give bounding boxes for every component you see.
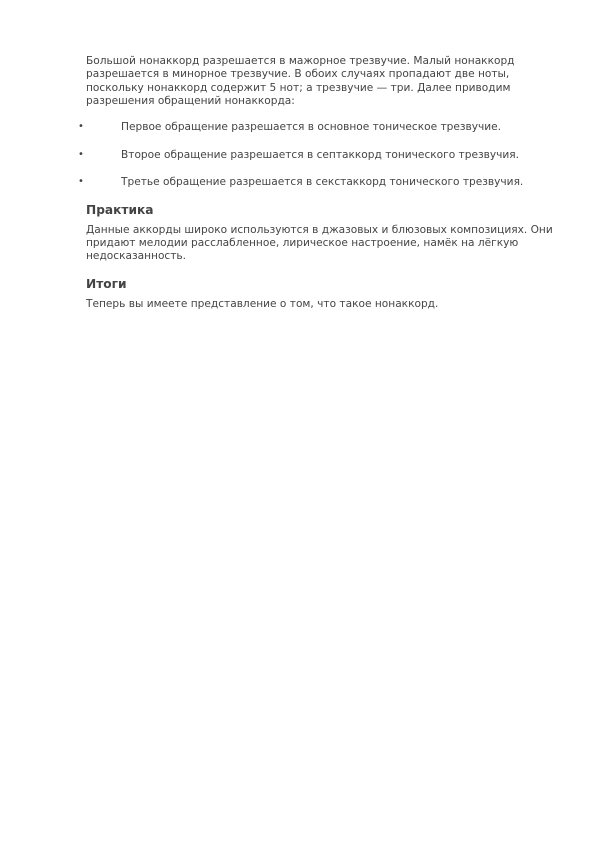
resolution-list — [78, 119, 556, 191]
list-item — [78, 174, 556, 191]
list-item — [78, 119, 556, 136]
bullet-icon: • — [78, 176, 84, 188]
bullet-icon: • — [78, 121, 84, 133]
list-item-text: Третье обращение разрешается в секстаккорд тонического трезвучия. — [121, 176, 524, 189]
intro-paragraph: Большой нонаккорд разрешается в мажорное трезвучие. Малый нонаккорд разрешается в минорное трезвучие. В обоих случаях пропадают две ноты, поскольку нонаккорд содержит 5 нот; а трезвучие — три. Далее приводим разрешения обращений нонаккорда: — [86, 55, 515, 107]
bullet-icon: • — [78, 148, 84, 160]
list-item-text: Второе обращение разрешается в септаккорд тонического трезвучия. — [121, 148, 520, 161]
section-body-practice: Данные аккорды широко используются в джазовых и блюзовых композициях. Они придают мелодии расслабленное, лирическое настроение, намёк на лёгкую недосказанность. — [86, 223, 553, 263]
section-body-summary: Теперь вы имеете представление о том, что такое нонаккорд. — [86, 297, 439, 310]
list-item-text: Первое обращение разрешается в основное тоническое трезвучие. — [121, 121, 502, 134]
list-item — [78, 147, 556, 164]
section-heading-practice: Практика — [86, 202, 154, 217]
section-heading-summary: Итоги — [86, 276, 127, 291]
document-page — [78, 55, 556, 311]
